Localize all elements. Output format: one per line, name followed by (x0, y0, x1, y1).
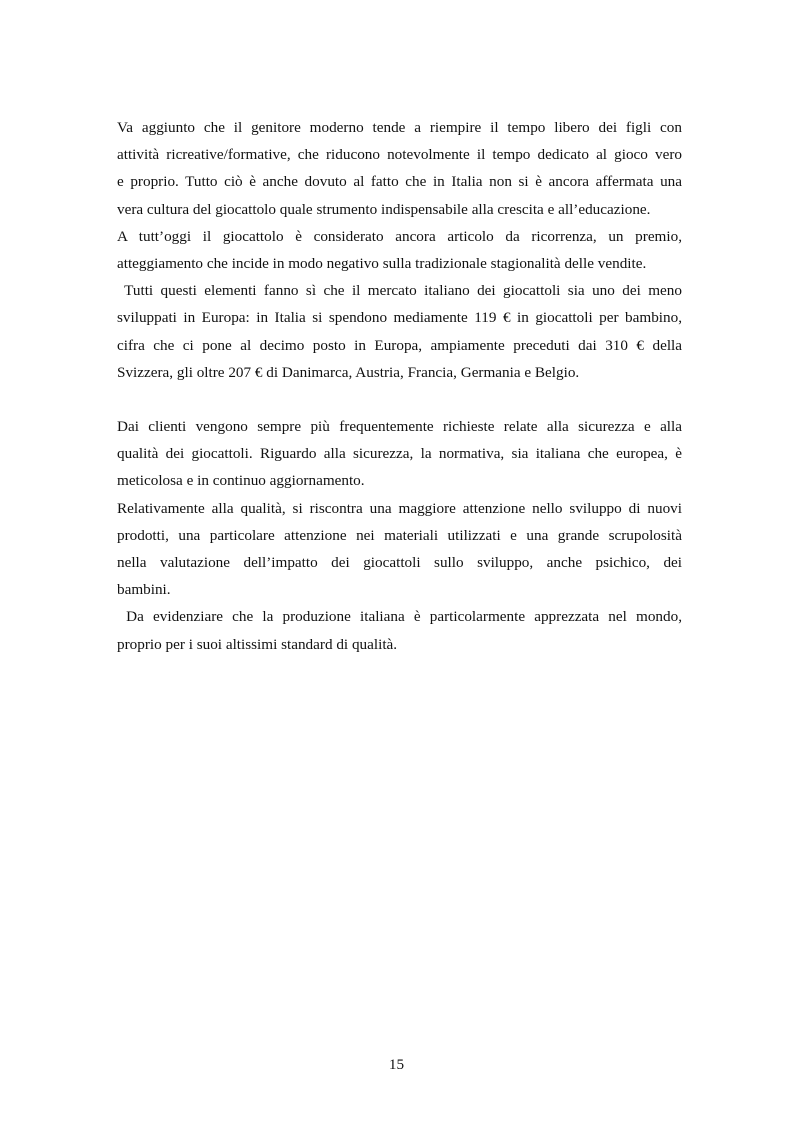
text-line: Da evidenziare che la produzione italiana è particolarmente apprezzata nel mondo, (117, 608, 682, 626)
paragraph (117, 223, 682, 277)
paragraph (117, 603, 682, 657)
text-line: A tutt’oggi il giocattolo è considerato ancora articolo da ricorrenza, un premio, (117, 227, 682, 245)
text-line: nella valutazione dell’impatto dei giocattoli sullo sviluppo, anche psichico, dei (117, 554, 682, 571)
text-line: cifra che ci pone al decimo posto in Europa, ampiamente preceduti dai 310 € della (117, 336, 682, 354)
text-line: prodotti, una particolare attenzione nei materiali utilizzati e una grande scrupolosità (117, 526, 682, 544)
text-line: Va aggiunto che il genitore moderno tende a riempire il tempo libero dei figli con (117, 119, 682, 136)
text-line: e proprio. Tutto ciò è anche dovuto al fatto che in Italia non si è ancora affermata una (117, 173, 682, 191)
document-body (117, 114, 682, 658)
text-line: meticolosa e in continuo aggiornamento. (117, 472, 365, 490)
paragraph (117, 495, 682, 604)
text-line: attività ricreative/formative, che riducono notevolmente il tempo dedicato al gioco vero (117, 146, 682, 164)
text-line: Svizzera, gli oltre 207 € di Danimarca, Austria, Francia, Germania e Belgio. (117, 363, 580, 381)
page-number: 15 (388, 1056, 405, 1073)
text-line: Tutti questi elementi fanno sì che il mercato italiano dei giocattoli sia uno dei meno (117, 282, 682, 300)
text-line: qualità dei giocattoli. Riguardo alla sicurezza, la normativa, sia italiana che europea, è (117, 445, 682, 463)
paragraph (117, 277, 682, 386)
text-line: vera cultura del giocattolo quale strumento indispensabile alla crescita e all’educazione. (117, 200, 651, 218)
text-line: Relativamente alla qualità, si riscontra una maggiore attenzione nello sviluppo di nuovi (117, 499, 682, 517)
paragraph (117, 413, 682, 495)
text-line: proprio per i suoi altissimi standard di qualità. (117, 635, 398, 653)
text-line: Dai clienti vengono sempre più frequentemente richieste relate alla sicurezza e alla (117, 418, 682, 436)
text-line: sviluppati in Europa: in Italia si spendono mediamente 119 € in giocattoli per bambino, (117, 309, 682, 327)
paragraph (117, 114, 682, 223)
text-line: atteggiamento che incide in modo negativo sulla tradizionale stagionalità delle vendite. (117, 254, 647, 272)
text-line: bambini. (117, 581, 171, 599)
paragraph-spacer (117, 386, 682, 413)
